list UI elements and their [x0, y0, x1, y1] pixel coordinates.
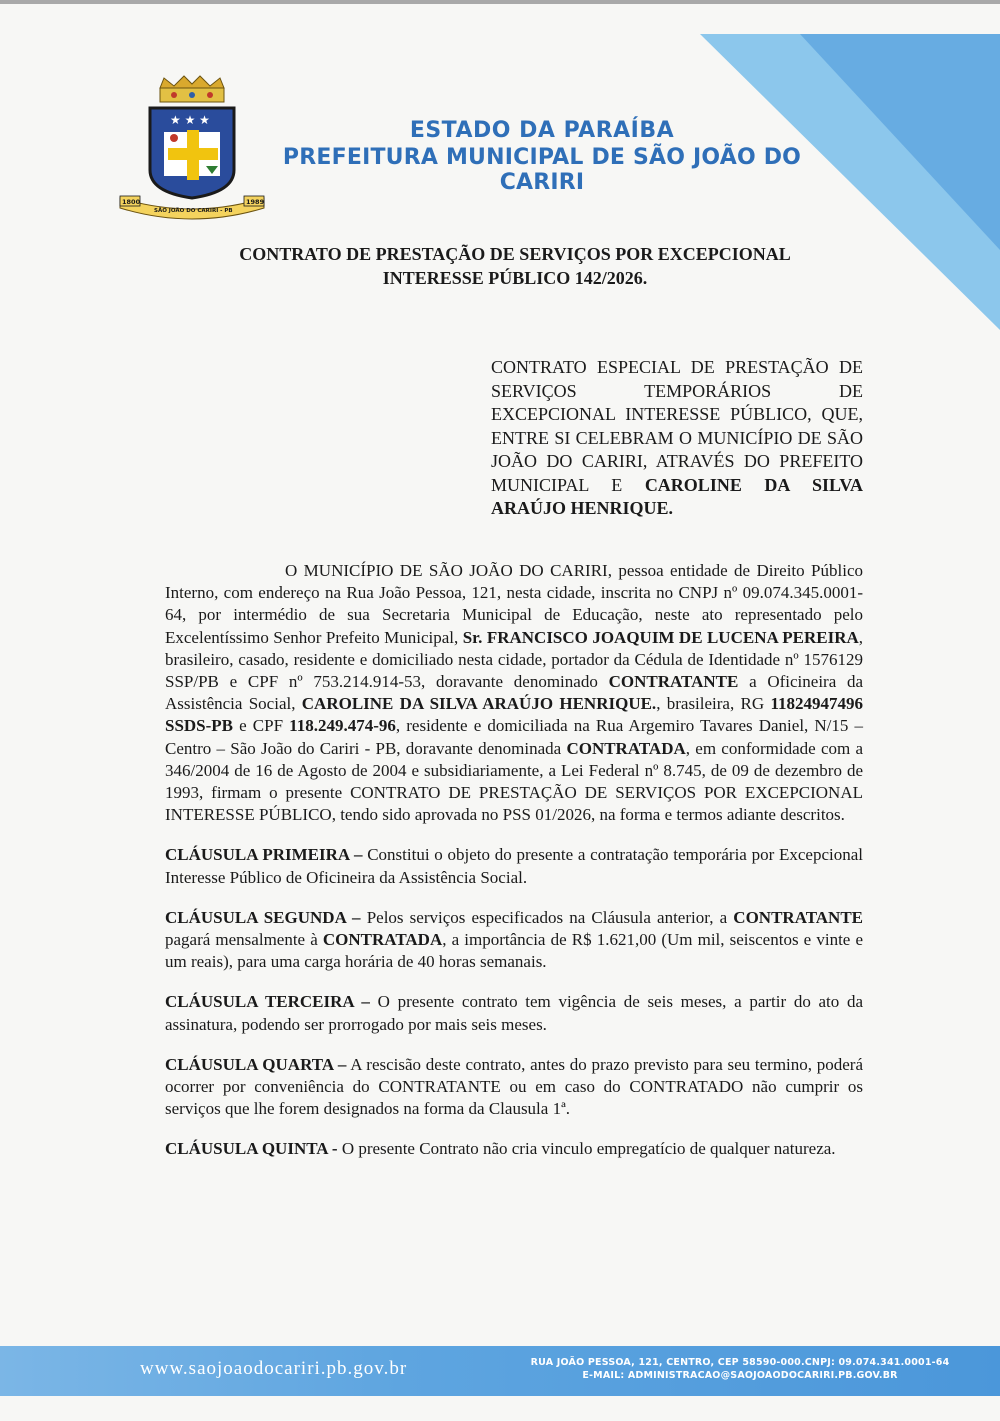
clause-2-text-a: Pelos serviços especificados na Cláusula anterior, a	[366, 907, 728, 927]
letterhead	[262, 118, 822, 195]
clause-4-title: CLÁUSULA QUARTA –	[165, 1054, 347, 1074]
clause-2	[165, 907, 863, 974]
clause-2-contratada: CONTRATADA	[322, 930, 443, 950]
preamble-paragraph	[165, 560, 863, 826]
preamble-text-5: e CPF	[239, 716, 284, 736]
footer-contact	[520, 1356, 960, 1382]
preamble-text-4: , brasileira, RG	[656, 694, 765, 714]
contratada-label: CONTRATADA	[566, 738, 686, 758]
contracted-cpf: 118.249.474-96	[289, 716, 396, 736]
contracted-name: CAROLINE DA SILVA ARAÚJO HENRIQUE.	[301, 694, 657, 714]
clause-4	[165, 1054, 863, 1121]
footer-banner	[0, 1346, 1000, 1396]
mayor-name: Sr. FRANCISCO JOAQUIM DE LUCENA PEREIRA	[462, 627, 859, 647]
contract-summary	[491, 356, 863, 521]
clause-5	[165, 1138, 863, 1160]
title-line-2: INTERESSE PÚBLICO 142/2026.	[382, 268, 648, 288]
svg-text:1800: 1800	[122, 198, 141, 206]
crown-icon	[160, 76, 224, 102]
preamble-text-7: , em conformidade com a 346/2004 de 16 de Agosto de 2004 e subsidiariamente, a Lei Federal nº 8.745, de 09 de dezembro de 1993, firmam o presente CONTRATO DE PRESTAÇÃO DE SERVIÇOS POR EXCEPCIONAL INTERESSE PÚBLICO, tendo sido aprovada no PSS 01/2026, na forma e termos adiante descritos.	[165, 738, 864, 825]
preamble-text-1: O MUNICÍPIO DE SÃO JOÃO DO CARIRI, pessoa entidade de Direito Público Interno, com endereço na Rua João Pessoa, 121, nesta cidade, inscrita no CNPJ nº 09.074.345.0001-64, por intermédio de sua Secretaria Municipal de Educação, neste ato representado pelo Excelentíssimo Senhor Prefeito Municipal,	[165, 561, 863, 647]
contract-body	[165, 560, 863, 1161]
clause-2-text-b: pagará mensalmente à	[165, 930, 318, 950]
municipal-seal-logo	[112, 74, 272, 224]
title-line-1: CONTRATO DE PRESTAÇÃO DE SERVIÇOS POR EXCEPCIONAL	[239, 244, 791, 264]
svg-text:1989: 1989	[246, 198, 265, 206]
city-hall-name: PREFEITURA MUNICIPAL DE SÃO JOÃO DO CARIRI	[282, 145, 802, 195]
website-link[interactable]: www.saojoaodocariri.pb.gov.br	[140, 1358, 408, 1379]
clause-1-title: CLÁUSULA PRIMEIRA –	[165, 845, 363, 865]
clause-2-text-c: , a importância de R$ 1.621,00 (Um mil, seiscentos e vinte e um reais), para uma carga horária de 40 horas semanais.	[165, 930, 863, 972]
contracted-rg: 11824947496 SSDS-PB	[165, 694, 863, 736]
clause-2-contratante: CONTRATANTE	[733, 907, 864, 927]
document-title	[170, 242, 860, 290]
clause-5-text: O presente Contrato não cria vinculo empregatício de qualquer natureza.	[341, 1139, 836, 1159]
preamble-text-6: , residente e domiciliada na Rua Argemiro Tavares Daniel, N/15 – Centro – São João do Cariri - PB, doravante denominada	[165, 716, 863, 758]
clause-4-text: A rescisão deste contrato, antes do prazo previsto para seu termino, poderá ocorrer por conveniência do CONTRATANTE ou em caso do CONTRATADO não cumprir os serviços que lhe forem designados na forma da Clausula 1ª.	[165, 1054, 863, 1119]
state-name: ESTADO DA PARAÍBA	[409, 118, 675, 143]
clause-2-title: CLÁUSULA SEGUNDA –	[165, 907, 361, 927]
svg-text:SÃO JOÃO DO CARIRI - PB: SÃO JOÃO DO CARIRI - PB	[154, 208, 233, 214]
clause-1	[165, 844, 863, 888]
clause-3-text: O presente contrato tem vigência de seis meses, a partir do ato da assinatura, podendo ser prorrogado por mais seis meses.	[165, 992, 863, 1034]
clause-1-text: Constitui o objeto do presente a contratação temporária por Excepcional Interesse Público de Oficineira da Assistência Social.	[165, 845, 864, 887]
summary-text: CONTRATO ESPECIAL DE PRESTAÇÃO DE SERVIÇOS TEMPORÁRIOS DE EXCEPCIONAL INTERESSE PÚBLICO, QUE, ENTRE SI CELEBRAM O MUNICÍPIO DE SÃO JOÃO DO CARIRI, ATRAVÉS DO PREFEITO MUNICIPAL E	[491, 357, 863, 495]
footer-email[interactable]: E-MAIL: ADMINISTRACAO@SAOJOAODOCARIRI.PB.GOV.BR	[582, 1370, 898, 1381]
svg-text:★ ★ ★: ★ ★ ★	[170, 113, 210, 127]
clause-5-title: CLÁUSULA QUINTA -	[165, 1139, 338, 1159]
footer-address: RUA JOÃO PESSOA, 121, CENTRO, CEP 58590-000.CNPJ: 09.074.341.0001-64	[530, 1357, 950, 1368]
contratante-label: CONTRATANTE	[608, 672, 739, 692]
clause-3-title: CLÁUSULA TERCEIRA –	[165, 992, 370, 1012]
preamble-text-3: a Oficineira da Assistência Social,	[165, 672, 864, 714]
summary-contracted-name: CAROLINE DA SILVA ARAÚJO HENRIQUE.	[491, 474, 863, 518]
shield-icon	[150, 108, 234, 198]
preamble-text-2: , brasileiro, casado, residente e domiciliado nesta cidade, portador da Cédula de Identidade nº 1576129 SSP/PB e CPF nº 753.214.914-53, doravante denominado	[165, 627, 863, 692]
clause-3	[165, 991, 863, 1035]
